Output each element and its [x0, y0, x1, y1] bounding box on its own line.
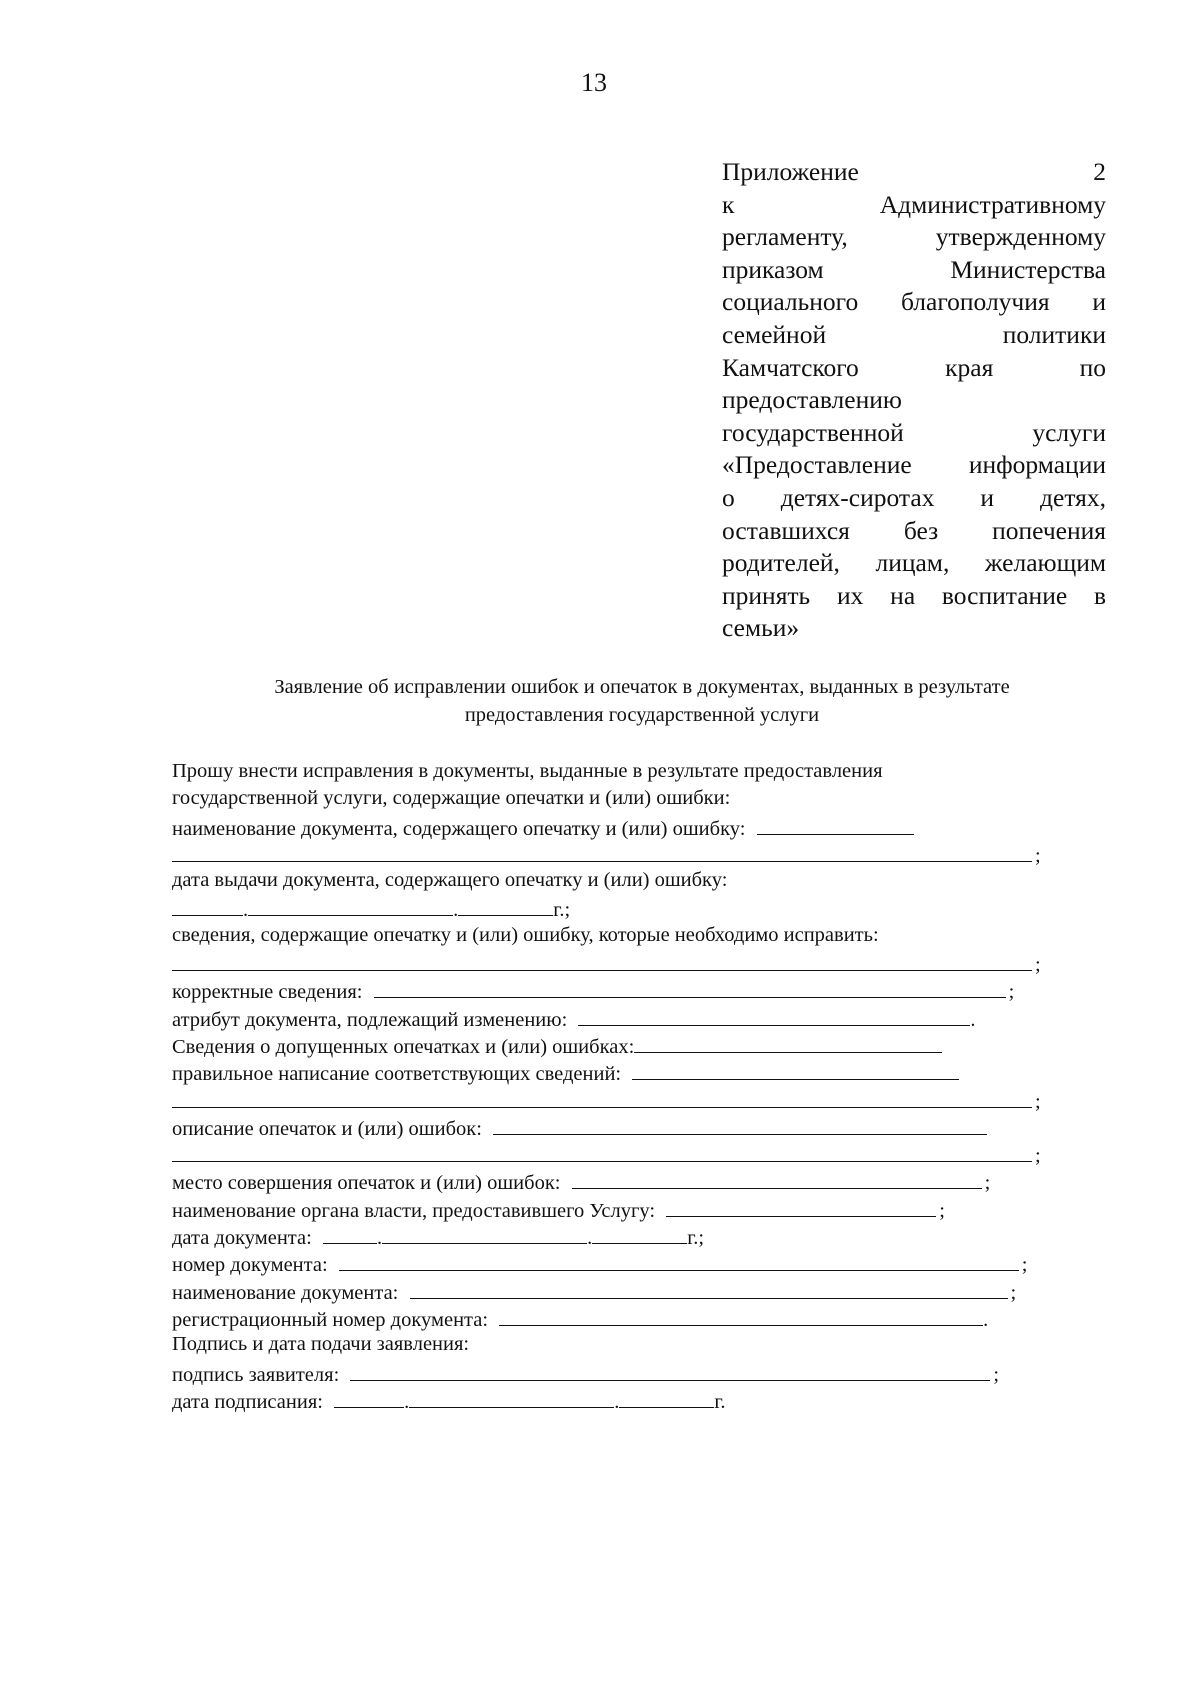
- doc-title-field[interactable]: [410, 1277, 1008, 1299]
- page-number: 13: [581, 68, 607, 97]
- reg-number-field[interactable]: [499, 1304, 983, 1326]
- appendix-line: регламенту, утвержденному: [722, 222, 1106, 252]
- year-suffix: г.;: [687, 1227, 705, 1250]
- appendix-line: принять их на воспитание в: [722, 580, 1106, 610]
- info-to-fix-row: [172, 949, 1052, 976]
- document-title: [160, 673, 1124, 729]
- sign-month-field[interactable]: [409, 1386, 614, 1408]
- doc-date-label: дата документа:: [172, 1227, 312, 1250]
- reg-number-label: регистрационный номер документа:: [172, 1308, 489, 1331]
- title-line-1: Заявление об исправлении ошибок и опечаток в документах, выданных в результате: [274, 676, 1010, 698]
- correct-spelling-continuation-field[interactable]: [172, 1086, 1032, 1108]
- sign-date-row: [172, 1386, 1052, 1413]
- appendix-line: Камчатского края по: [722, 352, 1106, 382]
- correct-spelling-field[interactable]: [632, 1058, 959, 1080]
- authority-field[interactable]: [666, 1195, 936, 1217]
- signature-label: подпись заявителя:: [172, 1363, 340, 1386]
- appendix-line: социального благополучия и: [722, 287, 1106, 317]
- appendix-line: родителей, лицам, желающим: [722, 548, 1106, 578]
- signature-section-label: Подпись и дата подачи заявления:: [172, 1333, 470, 1356]
- issue-year-field[interactable]: [458, 894, 553, 916]
- errors-info-label: Сведения о допущенных опечатках и (или) ошибках:: [172, 1035, 635, 1058]
- doc-name-row: [172, 813, 1052, 840]
- dot: .: [453, 899, 459, 922]
- year-suffix: г.;: [553, 899, 571, 922]
- semicolon: ;: [1008, 981, 1015, 1004]
- doc-number-field[interactable]: [339, 1249, 1019, 1271]
- doc-date-row: [172, 1222, 1052, 1249]
- appendix-line: «Предоставление информации: [722, 450, 1106, 480]
- signature-section-row: [172, 1331, 1052, 1358]
- description-continuation-row: [172, 1140, 1052, 1167]
- sign-year-field[interactable]: [619, 1386, 714, 1408]
- doc-name-field[interactable]: [757, 813, 914, 835]
- application-form: [172, 758, 1052, 1413]
- description-row: [172, 1113, 1052, 1140]
- issue-date-label-row: [172, 867, 1052, 894]
- semicolon: ;: [1021, 1254, 1028, 1277]
- sign-date-label: дата подписания:: [172, 1390, 323, 1413]
- issue-day-field[interactable]: [172, 894, 243, 916]
- correct-spelling-label: правильное написание соответствующих сведений:: [172, 1063, 622, 1086]
- appendix-line: о детях-сиротах и детях,: [722, 482, 1106, 512]
- period: .: [983, 1308, 989, 1331]
- signature-row: [172, 1359, 1052, 1386]
- attribute-row: [172, 1004, 1052, 1031]
- info-to-fix-field[interactable]: [172, 949, 1032, 971]
- doc-title-row: [172, 1277, 1052, 1304]
- doc-number-label: номер документа:: [172, 1254, 328, 1277]
- correct-info-label: корректные сведения:: [172, 981, 363, 1004]
- period: .: [970, 1008, 976, 1031]
- title-line-2: предоставления государственной услуги: [464, 704, 820, 726]
- appendix-line: предоставлению: [722, 385, 902, 415]
- dot: .: [404, 1390, 410, 1413]
- issue-date-label: дата выдачи документа, содержащего опечатку и (или) ошибку:: [172, 869, 728, 892]
- attribute-field[interactable]: [578, 1004, 970, 1026]
- doc-name-label: наименование документа, содержащего опечатку и (или) ошибку:: [172, 817, 746, 840]
- issue-month-field[interactable]: [248, 894, 453, 916]
- signature-field[interactable]: [350, 1359, 990, 1381]
- info-to-fix-label-row: [172, 922, 1052, 949]
- appendix-line: Приложение 2: [722, 157, 1106, 186]
- appendix-line: семейной политики: [722, 319, 1106, 349]
- dot: .: [243, 899, 249, 922]
- semicolon: ;: [1010, 1281, 1017, 1304]
- description-label: описание опечаток и (или) ошибок:: [172, 1117, 482, 1140]
- place-row: [172, 1167, 1052, 1194]
- doc-title-label: наименование документа:: [172, 1281, 399, 1304]
- doc-month-field[interactable]: [382, 1222, 587, 1244]
- doc-name-continuation-field[interactable]: [172, 840, 1032, 862]
- info-to-fix-label: сведения, содержащие опечатку и (или) ошибку, которые необходимо исправить:: [172, 923, 879, 946]
- semicolon: ;: [1035, 1090, 1041, 1113]
- semicolon: ;: [1035, 954, 1041, 977]
- intro-line-1: Прошу внести исправления в документы, выданные в результате предоставления: [172, 760, 883, 782]
- dot: .: [614, 1390, 620, 1413]
- dot: .: [376, 1227, 383, 1250]
- correct-spelling-continuation-row: [172, 1086, 1052, 1113]
- appendix-line: государственной услуги: [722, 417, 1106, 447]
- description-continuation-field[interactable]: [172, 1140, 1032, 1162]
- semicolon: ;: [984, 1172, 991, 1195]
- appendix-block: [722, 156, 1106, 645]
- errors-info-field[interactable]: [634, 1031, 942, 1053]
- reg-number-row: [172, 1304, 1052, 1331]
- semicolon: ;: [939, 1199, 945, 1222]
- authority-row: [172, 1195, 1052, 1222]
- place-label: место совершения опечаток и (или) ошибок:: [172, 1172, 561, 1195]
- errors-info-row: [172, 1031, 1052, 1058]
- dot: .: [587, 1227, 593, 1250]
- correct-info-row: [172, 976, 1052, 1003]
- description-field[interactable]: [493, 1113, 987, 1135]
- semicolon: ;: [1035, 1145, 1041, 1168]
- year-suffix-end: г.: [714, 1390, 726, 1413]
- place-field[interactable]: [572, 1167, 982, 1189]
- doc-year-field[interactable]: [592, 1222, 687, 1244]
- doc-number-row: [172, 1249, 1052, 1276]
- doc-day-field[interactable]: [323, 1222, 377, 1244]
- correct-spelling-row: [172, 1058, 1052, 1085]
- appendix-line: семьи»: [722, 613, 800, 643]
- authority-label: наименование органа власти, предоставившего Услугу:: [172, 1199, 656, 1222]
- doc-name-continuation-row: [172, 840, 1052, 867]
- appendix-line: оставшихся без попечения: [722, 515, 1106, 545]
- appendix-line: к Административному: [722, 189, 1106, 219]
- attribute-label: атрибут документа, подлежащий изменению:: [172, 1008, 568, 1031]
- intro-line-2: государственной услуги, содержащие опечатки и (или) ошибки:: [172, 787, 731, 810]
- semicolon: ;: [1035, 844, 1041, 867]
- semicolon: ;: [993, 1363, 1000, 1386]
- correct-info-field[interactable]: [374, 976, 1006, 998]
- appendix-line: приказом Министерства: [722, 254, 1106, 284]
- sign-day-field[interactable]: [334, 1386, 404, 1408]
- issue-date-row: [172, 894, 1052, 921]
